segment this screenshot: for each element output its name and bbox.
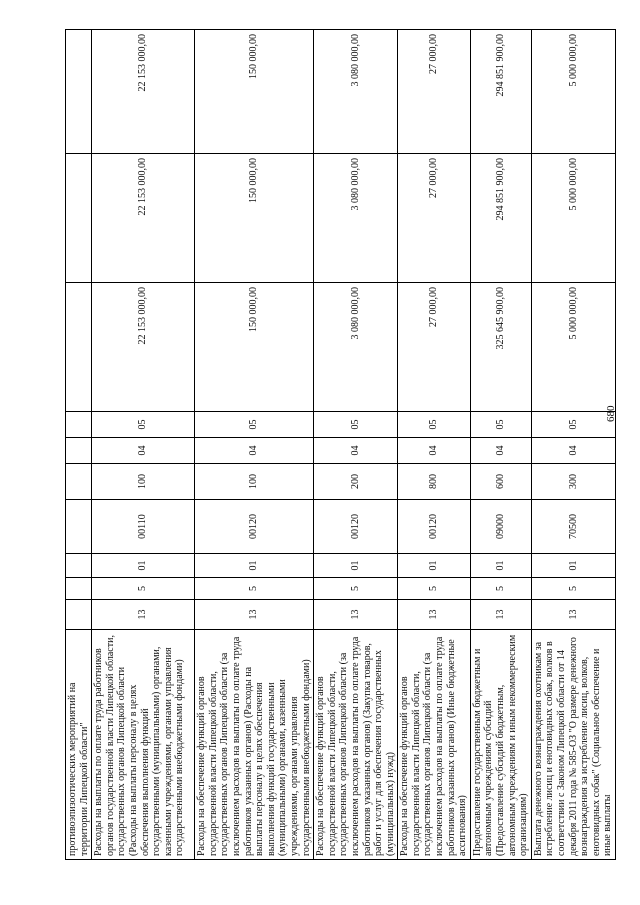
amount-cell: 3 080 000,00 (314, 283, 398, 412)
row-description: Расходы на обеспечение функций органов государственной власти Липецкой области, государственных органов Липецкой области (за исключением расходов на выплаты по оплате труда работников указанных органов) (Расходы на выплаты персоналу в целях обеспечения выполнения функций государственными (муниципальными) органами, казенными учреждениями, органами управления государственными внебюджетными фондами) (195, 630, 314, 860)
code-cell: 04 (398, 438, 471, 464)
code-cell: 100 (195, 464, 314, 500)
table-row (195, 30, 314, 860)
code-cell: 00120 (195, 500, 314, 554)
amount-cell: 27 000,00 (398, 154, 471, 283)
amount-cell (66, 30, 92, 154)
code-cell (66, 438, 92, 464)
amount-cell: 22 153 000,00 (92, 283, 195, 412)
code-cell: 01 (470, 554, 531, 578)
code-cell: 01 (92, 554, 195, 578)
code-cell: 00120 (398, 500, 471, 554)
amount-cell: 294 851 900,00 (470, 154, 531, 283)
code-cell: 13 (531, 600, 615, 630)
code-cell: 600 (470, 464, 531, 500)
page-number: 680 (605, 405, 617, 422)
code-cell: 01 (531, 554, 615, 578)
table-row (314, 30, 398, 860)
amount-cell: 3 080 000,00 (314, 154, 398, 283)
row-description: Расходы на обеспечение функций органов государственной власти Липецкой области, государственных органов Липецкой области (за исключением расходов на выплаты по оплате труда работников указанных органов) (Иные бюджетные ассигнования) (398, 630, 471, 860)
code-cell: 04 (470, 438, 531, 464)
code-cell: 13 (314, 600, 398, 630)
code-cell: 100 (92, 464, 195, 500)
code-cell: 09000 (470, 500, 531, 554)
code-cell: 01 (314, 554, 398, 578)
row-description: Расходы на выплаты по оплате труда работников органов государственной власти Липецкой области, государственных органов Липецкой области (Расходы на выплаты персоналу в целях обеспечения выполнения функций государственными (муниципальными) органами, казенными учреждениями, органами управления государственными внебюджетными фондами) (92, 630, 195, 860)
code-cell: 200 (314, 464, 398, 500)
code-cell: 05 (398, 412, 471, 438)
code-cell: 00110 (92, 500, 195, 554)
code-cell (66, 600, 92, 630)
code-cell: 05 (314, 412, 398, 438)
code-cell: 5 (92, 578, 195, 600)
table-row (92, 30, 195, 860)
code-cell: 13 (92, 600, 195, 630)
table-row (531, 30, 615, 860)
code-cell: 70500 (531, 500, 615, 554)
code-cell (66, 554, 92, 578)
amount-cell: 150 000,00 (195, 154, 314, 283)
code-cell: 5 (470, 578, 531, 600)
amount-cell: 325 645 900,00 (470, 283, 531, 412)
code-cell: 04 (531, 438, 615, 464)
amount-cell: 150 000,00 (195, 30, 314, 154)
table-row (470, 30, 531, 860)
row-description: Расходы на обеспечение функций органов государственной власти Липецкой области, государственных органов Липецкой области (за исключением расходов на выплаты по оплате труда работников указанных органов) (Закупка товаров, работ и услуг для обеспечения государственных (муниципальных) нужд) (314, 630, 398, 860)
amount-cell: 27 000,00 (398, 30, 471, 154)
row-description: Выплата денежного вознаграждения охотникам за истребление лисиц и енотовидных собак, волков в соответствии с Законом Липецкой области от 14 декабря 2011 года № 585-ОЗ "О размере денежного вознаграждения за истребление лисиц, волков, енотовидных собак" (Социальное обеспечение и иные выплаты (531, 630, 615, 860)
amount-cell: 5 000 000,00 (531, 154, 615, 283)
budget-table (65, 29, 616, 860)
amount-cell: 150 000,00 (195, 283, 314, 412)
code-cell: 04 (195, 438, 314, 464)
code-cell: 13 (398, 600, 471, 630)
amount-cell: 5 000 000,00 (531, 30, 615, 154)
table-row (398, 30, 471, 860)
code-cell: 800 (398, 464, 471, 500)
amount-cell: 22 153 000,00 (92, 30, 195, 154)
code-cell (66, 464, 92, 500)
table-row (66, 30, 92, 860)
code-cell: 5 (398, 578, 471, 600)
code-cell: 5 (314, 578, 398, 600)
code-cell: 5 (531, 578, 615, 600)
code-cell: 5 (195, 578, 314, 600)
amount-cell: 5 000 000,00 (531, 283, 615, 412)
row-description: противоэпизоотических мероприятий на территории Липецкой области" (66, 630, 92, 860)
code-cell (66, 500, 92, 554)
code-cell: 00120 (314, 500, 398, 554)
code-cell (66, 412, 92, 438)
amount-cell (66, 154, 92, 283)
code-cell: 05 (531, 412, 615, 438)
code-cell: 300 (531, 464, 615, 500)
amount-cell: 294 851 900,00 (470, 30, 531, 154)
code-cell: 05 (92, 412, 195, 438)
code-cell: 04 (92, 438, 195, 464)
code-cell (66, 578, 92, 600)
amount-cell (66, 283, 92, 412)
code-cell: 01 (398, 554, 471, 578)
code-cell: 13 (470, 600, 531, 630)
code-cell: 05 (470, 412, 531, 438)
amount-cell: 22 153 000,00 (92, 154, 195, 283)
code-cell: 13 (195, 600, 314, 630)
amount-cell: 3 080 000,00 (314, 30, 398, 154)
code-cell: 01 (195, 554, 314, 578)
code-cell: 04 (314, 438, 398, 464)
row-description: Предоставление государственным бюджетным и автономным учреждениям субсидий (Предоставление субсидий бюджетным, автономным учреждениям и иным некоммерческим организациям) (470, 630, 531, 860)
amount-cell: 27 000,00 (398, 283, 471, 412)
code-cell: 05 (195, 412, 314, 438)
